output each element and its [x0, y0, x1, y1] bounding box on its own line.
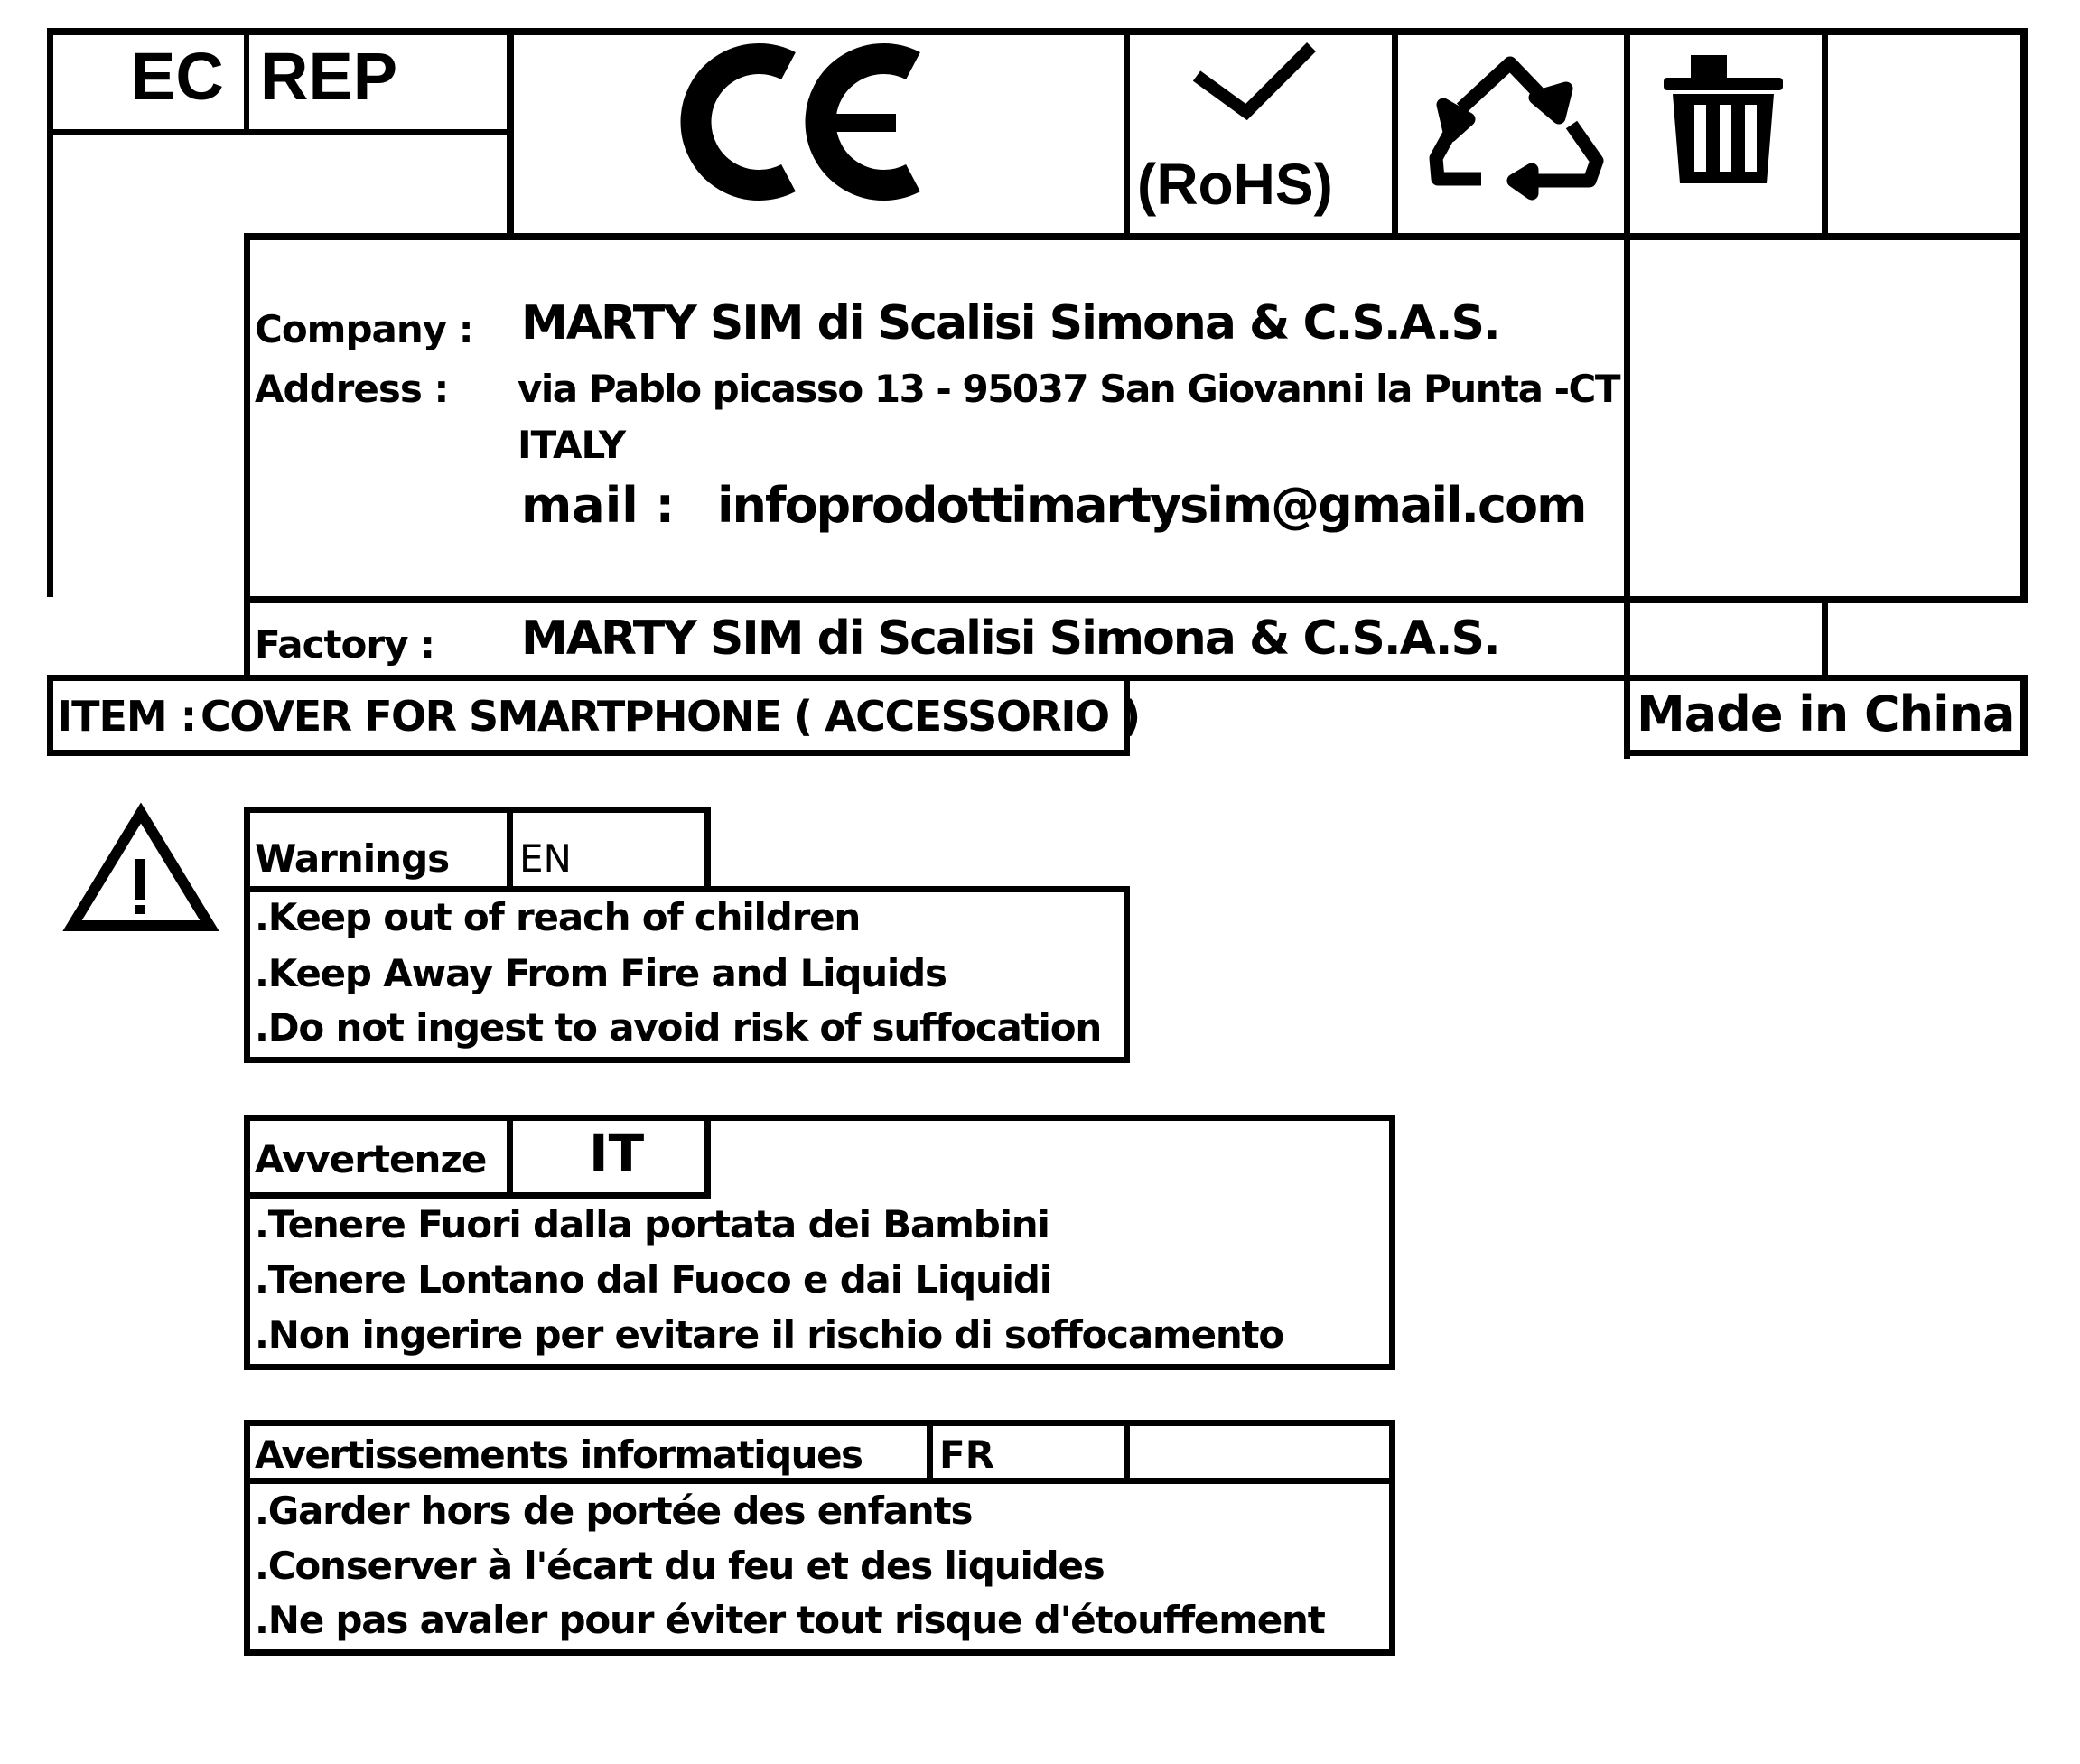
warning-line: .Keep out of reach of children	[255, 895, 861, 939]
ec-rep-rep: REP	[260, 39, 398, 114]
warning-line: .Do not ingest to avoid risk of suffocation	[255, 1005, 1102, 1050]
address-line1: via Pablo picasso 13 - 95037 San Giovanni la Punta -CT	[518, 367, 1619, 411]
warning-lang-it: IT	[589, 1123, 645, 1184]
item-label: ITEM :	[57, 692, 197, 741]
warning-triangle-icon	[72, 813, 210, 926]
ce-mark-icon	[696, 59, 913, 185]
warning-title-it: Avvertenze	[255, 1137, 487, 1181]
warning-line: .Conserver à l'écart du feu et des liquides	[255, 1544, 1105, 1588]
company-value: MARTY SIM di Scalisi Simona & C.S.A.S.	[521, 296, 1499, 350]
mail-label: mail :	[521, 477, 676, 534]
warning-line: .Ne pas avaler pour éviter tout risque d'étouffement	[255, 1598, 1325, 1642]
warning-title-en: Warnings	[255, 836, 450, 881]
warning-line: .Garder hors de portée des enfants	[255, 1489, 973, 1533]
warning-title-fr: Avertissements informatiques	[255, 1433, 863, 1477]
recycle-icon	[1436, 63, 1597, 193]
warning-lang-fr: FR	[939, 1433, 995, 1477]
ec-rep-ec: EC	[131, 39, 224, 114]
made-in-label: Made in China	[1637, 686, 2015, 742]
factory-value: MARTY SIM di Scalisi Simona & C.S.A.S.	[521, 611, 1499, 666]
rohs-label: (RoHS)	[1137, 152, 1333, 217]
company-label: Company :	[255, 307, 473, 351]
item-value: COVER FOR SMARTPHONE ( ACCESSORIO )	[201, 692, 1140, 741]
warning-line: .Keep Away From Fire and Liquids	[255, 951, 947, 995]
checkmark-icon	[1197, 47, 1311, 112]
warning-lang-en: EN	[519, 836, 572, 881]
mail-value: infoprodottimartysim@gmail.com	[717, 477, 1586, 534]
warning-line: .Tenere Fuori dalla portata dei Bambini	[255, 1202, 1049, 1246]
address-label: Address :	[255, 367, 449, 411]
factory-label: Factory :	[255, 622, 434, 667]
trash-bin-icon	[1664, 60, 1783, 183]
warning-line: .Non ingerire per evitare il rischio di soffocamento	[255, 1312, 1284, 1357]
address-line2: ITALY	[518, 423, 626, 467]
warning-line: .Tenere Lontano dal Fuoco e dai Liquidi	[255, 1257, 1051, 1302]
